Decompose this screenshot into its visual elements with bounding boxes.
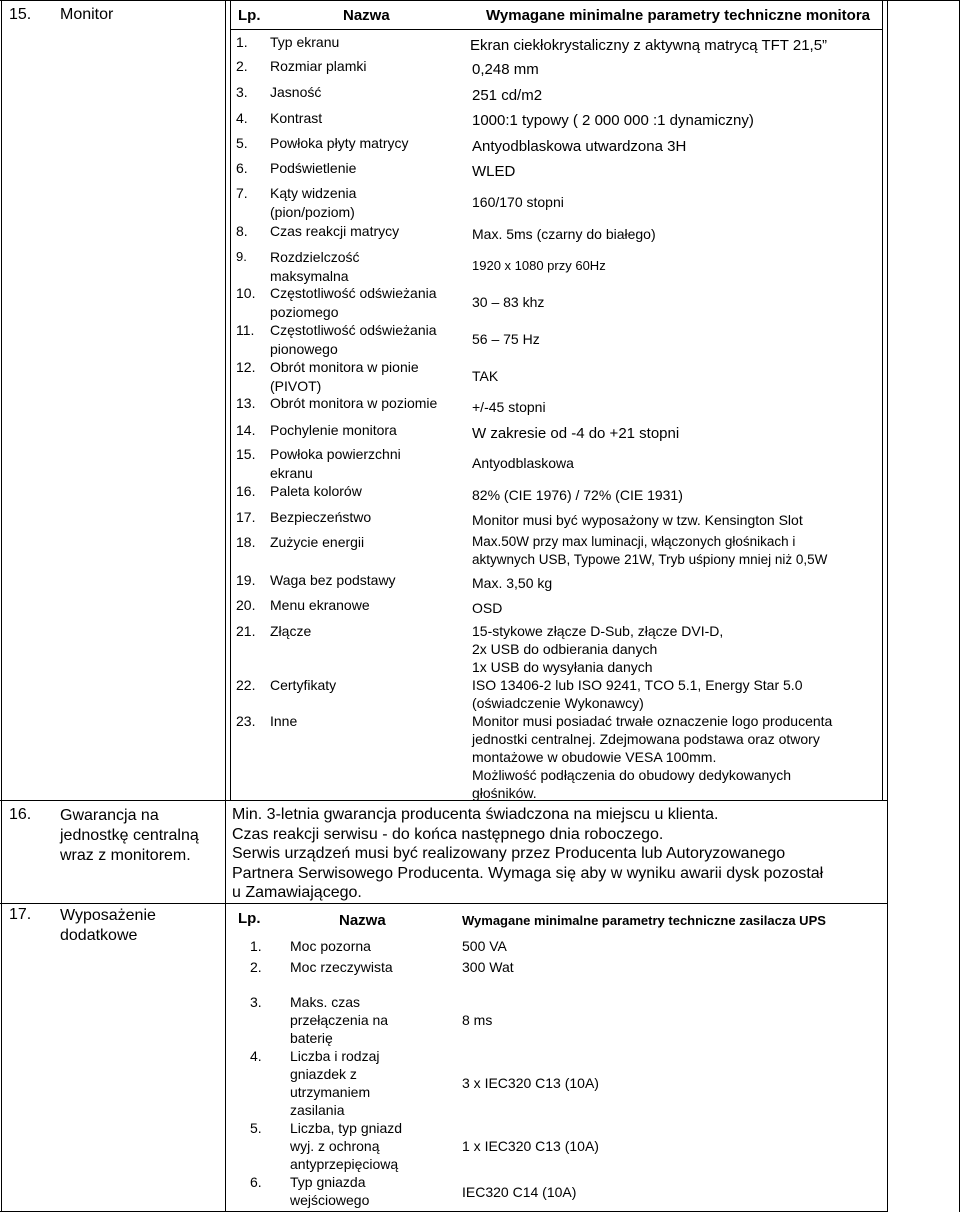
row-lp: 1. <box>236 34 248 50</box>
row-value: WLED <box>472 163 516 180</box>
section-title: Gwarancja na jednostkę centralną wraz z monitorem. <box>60 807 199 864</box>
row-name: Obrót monitora w pionie (PIVOT) <box>270 359 419 394</box>
row-value: Max.50W przy max luminacji, włączonych głośnikach i aktywnych USB, Typowe 21W, Tryb uśpiony mniej niż 0,5W <box>472 534 828 567</box>
row-name: Certyfikaty <box>270 677 337 693</box>
row-name: Liczba i rodzaj gniazdek z utrzymaniem zasilania <box>290 1048 380 1118</box>
rule <box>230 29 882 30</box>
row-value: Antyodblaskowa <box>472 455 574 471</box>
row-name: Częstotliwość odświeżania poziomego <box>270 285 437 320</box>
row-value: +/-45 stopni <box>472 399 546 415</box>
row-value: 82% (CIE 1976) / 72% (CIE 1931) <box>472 487 683 503</box>
row-value: 0,248 mm <box>472 61 539 78</box>
row-lp: 6. <box>236 160 248 176</box>
row-lp: 13. <box>236 395 256 411</box>
row-name: Kąty widzenia (pion/poziom) <box>270 185 357 220</box>
row-name: Złącze <box>270 623 312 639</box>
row-name: Powłoka płyty matrycy <box>270 135 409 151</box>
row-value: 1 x IEC320 C13 (10A) <box>462 1138 599 1154</box>
rule <box>887 0 888 1212</box>
row-lp: 21. <box>236 623 256 639</box>
header-name: Nazwa <box>339 912 386 929</box>
header-lp: Lp. <box>238 910 261 927</box>
section-number: 17. <box>9 906 32 923</box>
row-lp: 2. <box>236 58 248 74</box>
row-lp: 12. <box>236 359 256 375</box>
rule <box>1 0 2 1212</box>
row-lp: 4. <box>250 1048 262 1064</box>
row-lp: 4. <box>236 110 248 126</box>
header-lp: Lp. <box>238 7 261 24</box>
header-requirements: Wymagane minimalne parametry techniczne monitora <box>486 7 871 24</box>
section-title: Wyposażenie dodatkowe <box>60 907 156 944</box>
row-value: IEC320 C14 (10A) <box>462 1184 577 1200</box>
row-name: Typ gniazda wejściowego <box>290 1174 370 1208</box>
row-lp: 3. <box>250 994 262 1010</box>
row-name: Liczba, typ gniazd wyj. z ochroną antyprzepięciową <box>290 1120 403 1172</box>
row-lp: 20. <box>236 597 256 613</box>
row-name: Częstotliwość odświeżania pionowego <box>270 322 437 357</box>
row-lp: 5. <box>250 1120 262 1136</box>
row-value: 251 cd/m2 <box>472 87 543 104</box>
row-name: Pochylenie monitora <box>270 422 397 438</box>
row-name: Kontrast <box>270 110 323 126</box>
warranty-text: Min. 3-letnia gwarancja producenta świadczona na miejscu u klienta. Czas reakcji serwisu - do końca następnego dnia roboczego. Serwis urządzeń musi być realizowany przez Producenta lub Autoryzowanego Partnera Serwisowego Producenta. Wymaga się aby w wyniku awarii dysk pozostał u Zamawiającego. <box>232 806 824 901</box>
section-number: 15. <box>9 6 32 23</box>
row-lp: 22. <box>236 677 256 693</box>
row-lp: 19. <box>236 572 256 588</box>
row-name: Maks. czas przełączenia na baterię <box>290 994 389 1046</box>
row-value: Ekran ciekłokrystaliczny z aktywną matrycą TFT 21,5” <box>470 37 828 54</box>
row-name: Bezpieczeństwo <box>270 509 372 525</box>
row-name: Zużycie energii <box>270 534 365 550</box>
row-value: W zakresie od -4 do +21 stopni <box>472 425 680 442</box>
rule <box>0 0 960 1</box>
row-name: Moc rzeczywista <box>290 959 393 975</box>
row-name: Rozmiar plamki <box>270 58 367 74</box>
row-name: Obrót monitora w poziomie <box>270 395 438 411</box>
rule <box>225 0 226 1212</box>
section-title: Monitor <box>60 6 114 23</box>
row-name: Paleta kolorów <box>270 483 362 499</box>
header-name: Nazwa <box>343 7 390 24</box>
row-value: TAK <box>472 368 499 384</box>
row-value: Monitor musi być wyposażony w tzw. Kensington Slot <box>472 512 803 528</box>
row-value: 300 Wat <box>462 959 514 975</box>
row-name: Rozdzielczość maksymalna <box>270 249 360 284</box>
header-requirements: Wymagane minimalne parametry techniczne zasilacza UPS <box>462 913 826 928</box>
row-lp: 23. <box>236 713 256 729</box>
row-name: Inne <box>270 713 298 729</box>
row-value: 500 VA <box>462 938 507 954</box>
rule <box>0 1211 888 1212</box>
rule <box>230 1 231 801</box>
row-name: Podświetlenie <box>270 160 357 176</box>
row-value: 160/170 stopni <box>472 194 564 210</box>
row-name: Moc pozorna <box>290 938 371 954</box>
row-name: Jasność <box>270 84 322 100</box>
row-lp: 14. <box>236 422 256 438</box>
row-name: Powłoka powierzchni ekranu <box>270 446 401 481</box>
row-value: 1000:1 typowy ( 2 000 000 :1 dynamiczny) <box>472 112 754 129</box>
rule <box>882 1 883 801</box>
row-lp: 17. <box>236 509 256 525</box>
row-lp: 1. <box>250 938 262 954</box>
row-name: Typ ekranu <box>270 34 340 50</box>
row-lp: 8. <box>236 223 248 239</box>
row-value: Max. 5ms (czarny do białego) <box>472 226 656 242</box>
row-value: Monitor musi posiadać trwałe oznaczenie logo producenta jednostki centralnej. Zdejmowana podstawa oraz otwory montażowe w obudowie VESA 100mm. Możliwość podłączenia do obudowy dedykowanych głośników. <box>472 713 833 801</box>
row-lp: 11. <box>236 322 255 338</box>
row-value: 8 ms <box>462 1012 493 1028</box>
row-value: ISO 13406-2 lub ISO 9241, TCO 5.1, Energy Star 5.0 (oświadczenie Wykonawcy) <box>472 677 803 711</box>
row-lp: 9. <box>236 249 247 264</box>
row-lp: 15. <box>236 446 256 462</box>
row-value: 30 – 83 khz <box>472 294 545 310</box>
row-value: Max. 3,50 kg <box>472 575 553 591</box>
row-value: OSD <box>472 600 503 616</box>
row-value: 15-stykowe złącze D-Sub, złącze DVI-D, 2x USB do odbierania danych 1x USB do wysyłania danych <box>472 623 724 675</box>
row-lp: 3. <box>236 84 248 100</box>
row-name: Czas reakcji matrycy <box>270 223 400 239</box>
row-lp: 18. <box>236 534 256 550</box>
row-value: 56 – 75 Hz <box>472 331 540 347</box>
section-number: 16. <box>9 806 32 823</box>
row-lp: 16. <box>236 483 256 499</box>
row-value: 1920 x 1080 przy 60Hz <box>472 258 606 273</box>
row-lp: 7. <box>236 185 248 201</box>
row-name: Menu ekranowe <box>270 597 370 613</box>
row-lp: 2. <box>250 959 262 975</box>
row-lp: 6. <box>250 1174 262 1190</box>
rule <box>0 903 888 904</box>
row-value: 3 x IEC320 C13 (10A) <box>462 1075 599 1091</box>
row-lp: 10. <box>236 285 256 301</box>
row-name: Waga bez podstawy <box>270 572 396 588</box>
row-value: Antyodblaskowa utwardzona 3H <box>472 138 687 155</box>
row-lp: 5. <box>236 135 248 151</box>
